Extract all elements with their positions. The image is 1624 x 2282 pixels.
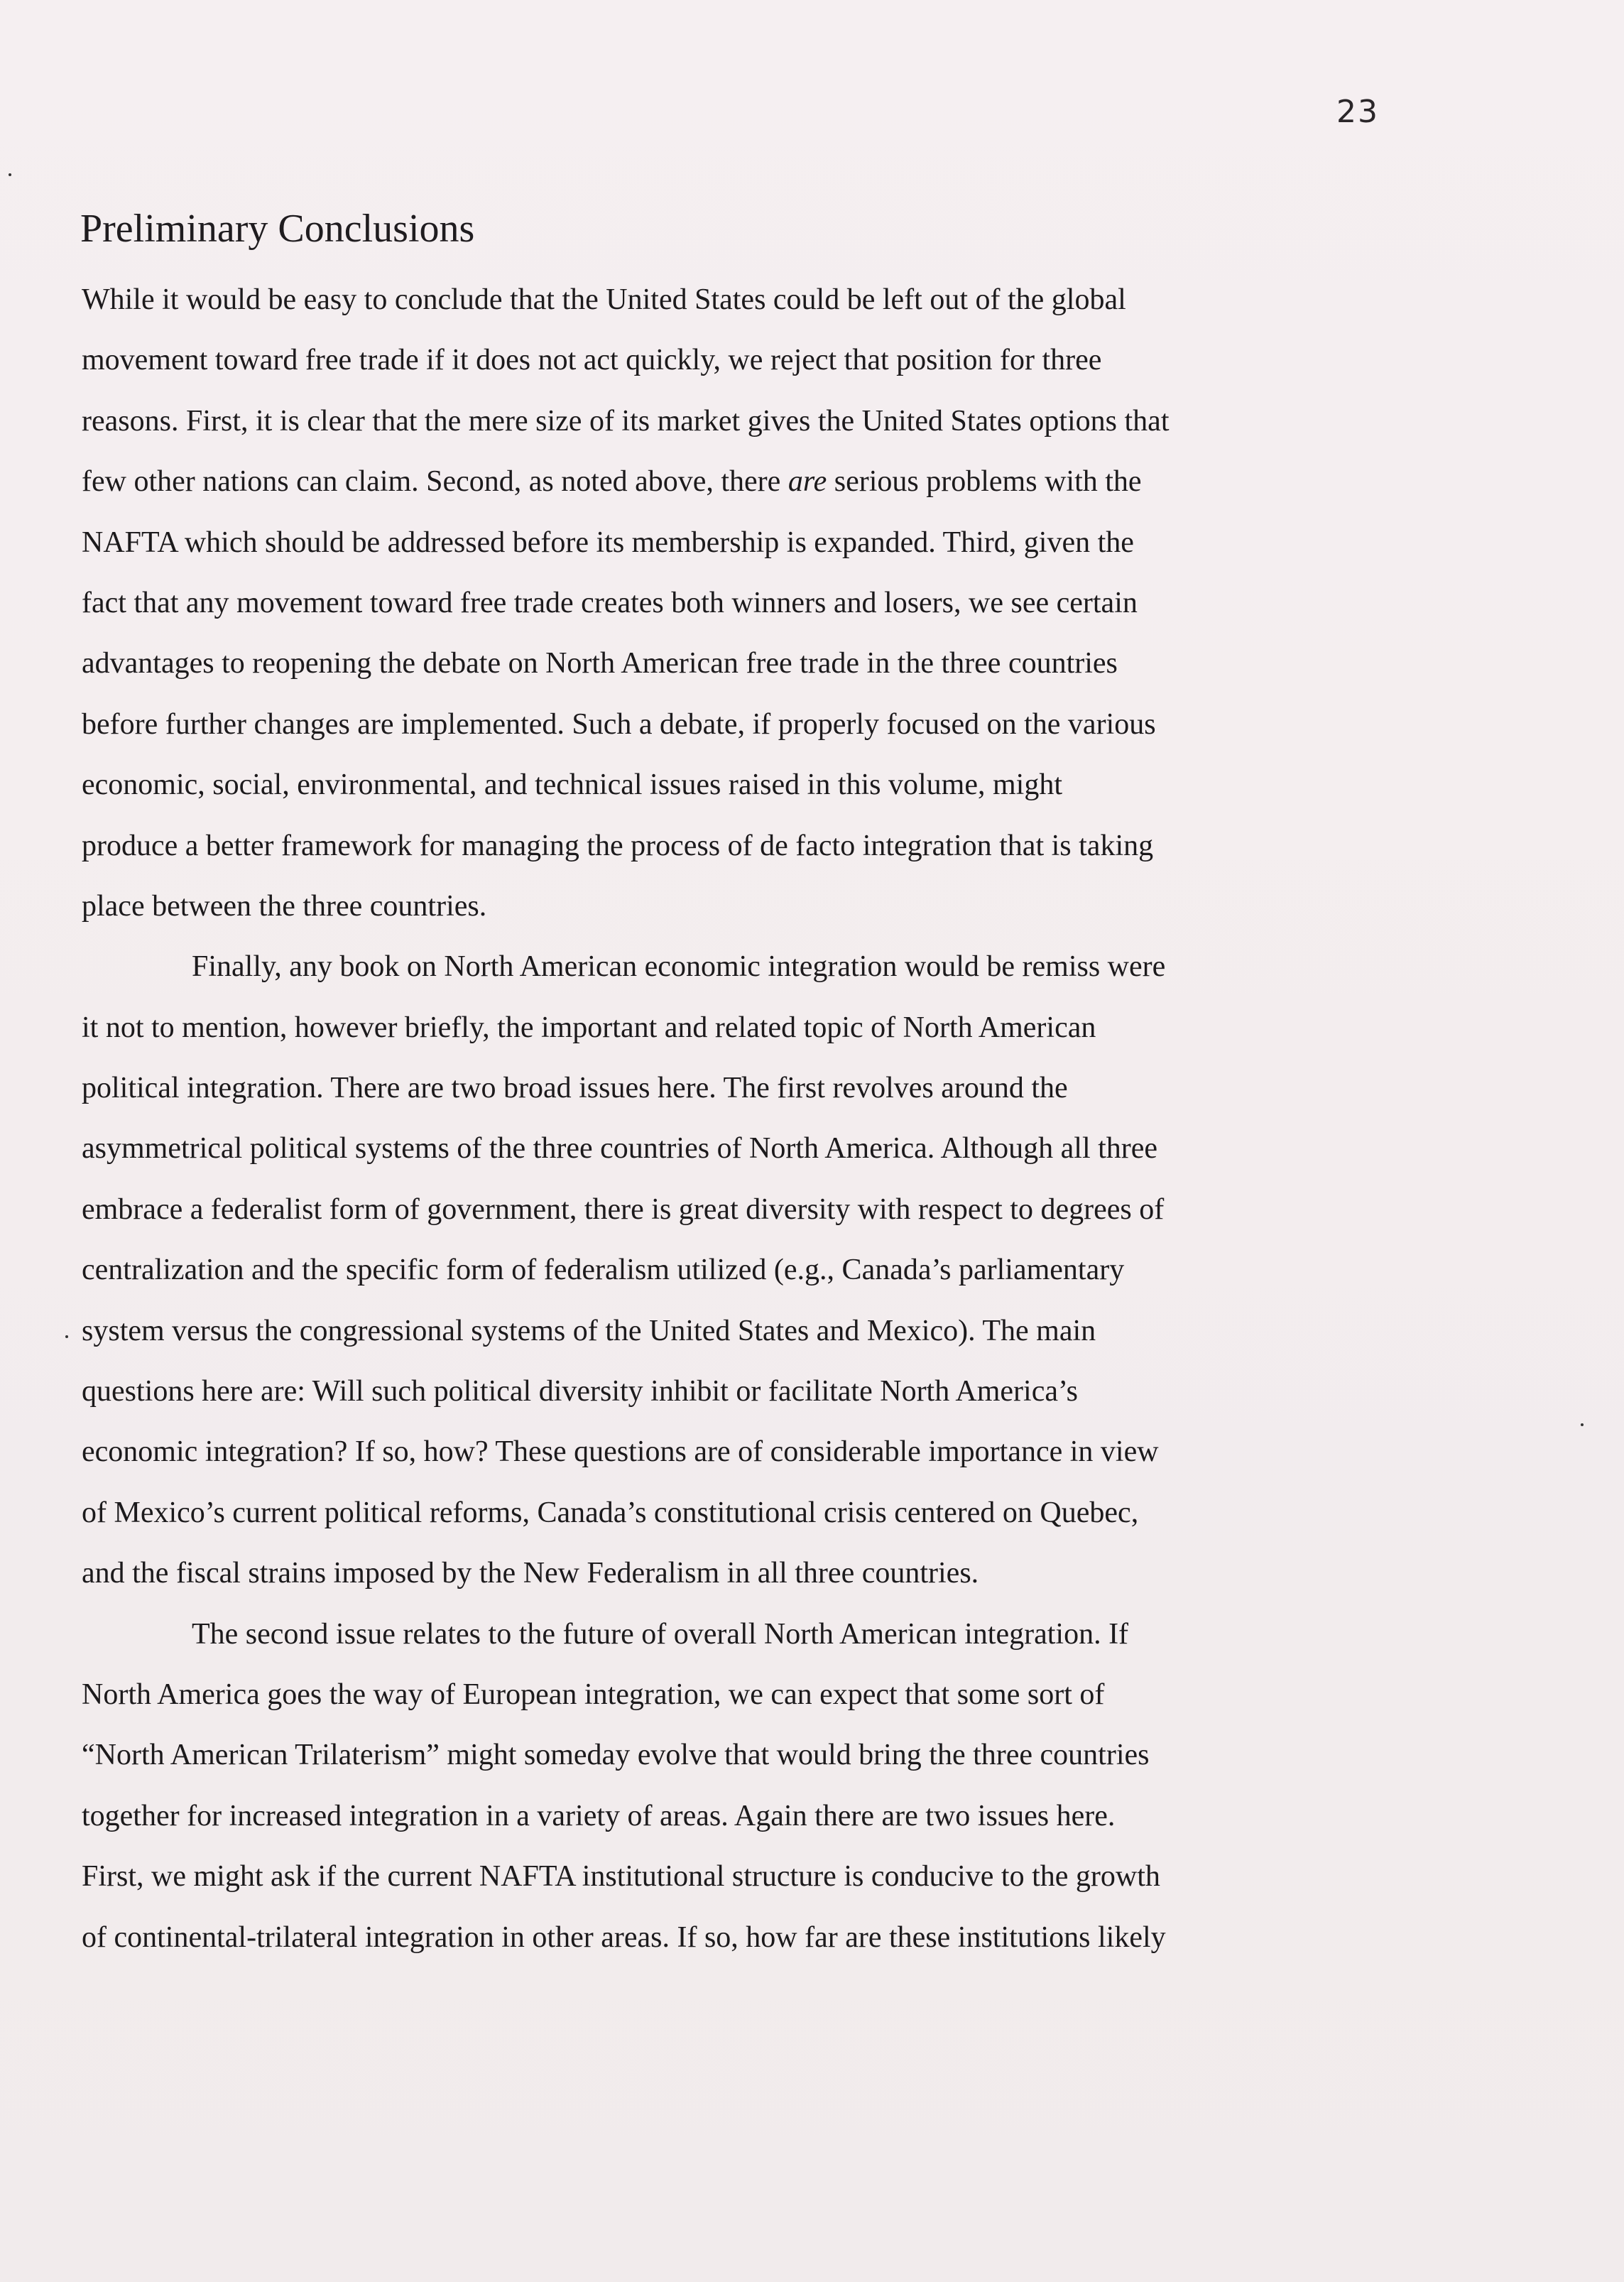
text-line: asymmetrical political systems of the three countries of North America. Although all three [82, 1132, 1158, 1166]
text-line: questions here are: Will such political diversity inhibit or facilitate North America’s [82, 1375, 1079, 1408]
text-line: First, we might ask if the current NAFTA institutional structure is conducive to the growth [82, 1860, 1160, 1893]
text-line: of Mexico’s current political reforms, Canada’s constitutional crisis centered on Quebec, [82, 1496, 1139, 1529]
text-line: together for increased integration in a variety of areas. Again there are two issues here. [82, 1799, 1116, 1832]
text-line: Finally, any book on North American economic integration would be remiss were [192, 950, 1166, 984]
text-line: advantages to reopening the debate on North American free trade in the three countries [82, 647, 1118, 680]
text-line: reasons. First, it is clear that the mere size of its market gives the United States options that [82, 404, 1170, 438]
text-line: “North American Trilaterism” might someday evolve that would bring the three countries [82, 1739, 1150, 1772]
scan-speck [9, 173, 11, 176]
text-line: fact that any movement toward free trade creates both winners and losers, we see certain [82, 586, 1138, 619]
text-line: centralization and the specific form of federalism utilized (e.g., Canada’s parliamentary [82, 1254, 1125, 1287]
text-line: few other nations can claim. Second, as noted above, there are serious problems with the [82, 465, 1142, 499]
section-heading: Preliminary Conclusions [80, 207, 475, 251]
text-line: economic, social, environmental, and technical issues raised in this volume, might [82, 768, 1062, 802]
text-line: it not to mention, however briefly, the important and related topic of North American [82, 1011, 1096, 1044]
scan-speck [65, 1335, 68, 1338]
text-line: produce a better framework for managing the process of de facto integration that is taking [82, 829, 1154, 862]
scan-speck [1581, 1423, 1584, 1426]
text-line: political integration. There are two broad issues here. The first revolves around the [82, 1072, 1068, 1105]
text-line: The second issue relates to the future of overall North American integration. If [192, 1617, 1129, 1651]
text-line: North America goes the way of European integration, we can expect that some sort of [82, 1678, 1105, 1711]
text-line: economic integration? If so, how? These questions are of considerable importance in view [82, 1435, 1159, 1469]
page-number: 23 [1336, 94, 1379, 130]
text-line: embrace a federalist form of government, there is great diversity with respect to degrees of [82, 1192, 1165, 1226]
text-line: system versus the congressional systems of the United States and Mexico). The main [82, 1314, 1096, 1347]
text-line: NAFTA which should be addressed before its membership is expanded. Third, given the [82, 526, 1134, 559]
text-line: and the fiscal strains imposed by the New Federalism in all three countries. [82, 1557, 979, 1590]
text-line: movement toward free trade if it does not act quickly, we reject that position for three [82, 344, 1102, 377]
text-line: before further changes are implemented. Such a debate, if properly focused on the various [82, 707, 1156, 741]
text-line: While it would be easy to conclude that the United States could be left out of the global [82, 283, 1126, 316]
text-line: of continental-trilateral integration in other areas. If so, how far are these institutions likely [82, 1920, 1166, 1954]
text-line: place between the three countries. [82, 889, 487, 923]
body-text [82, 270, 1395, 1968]
